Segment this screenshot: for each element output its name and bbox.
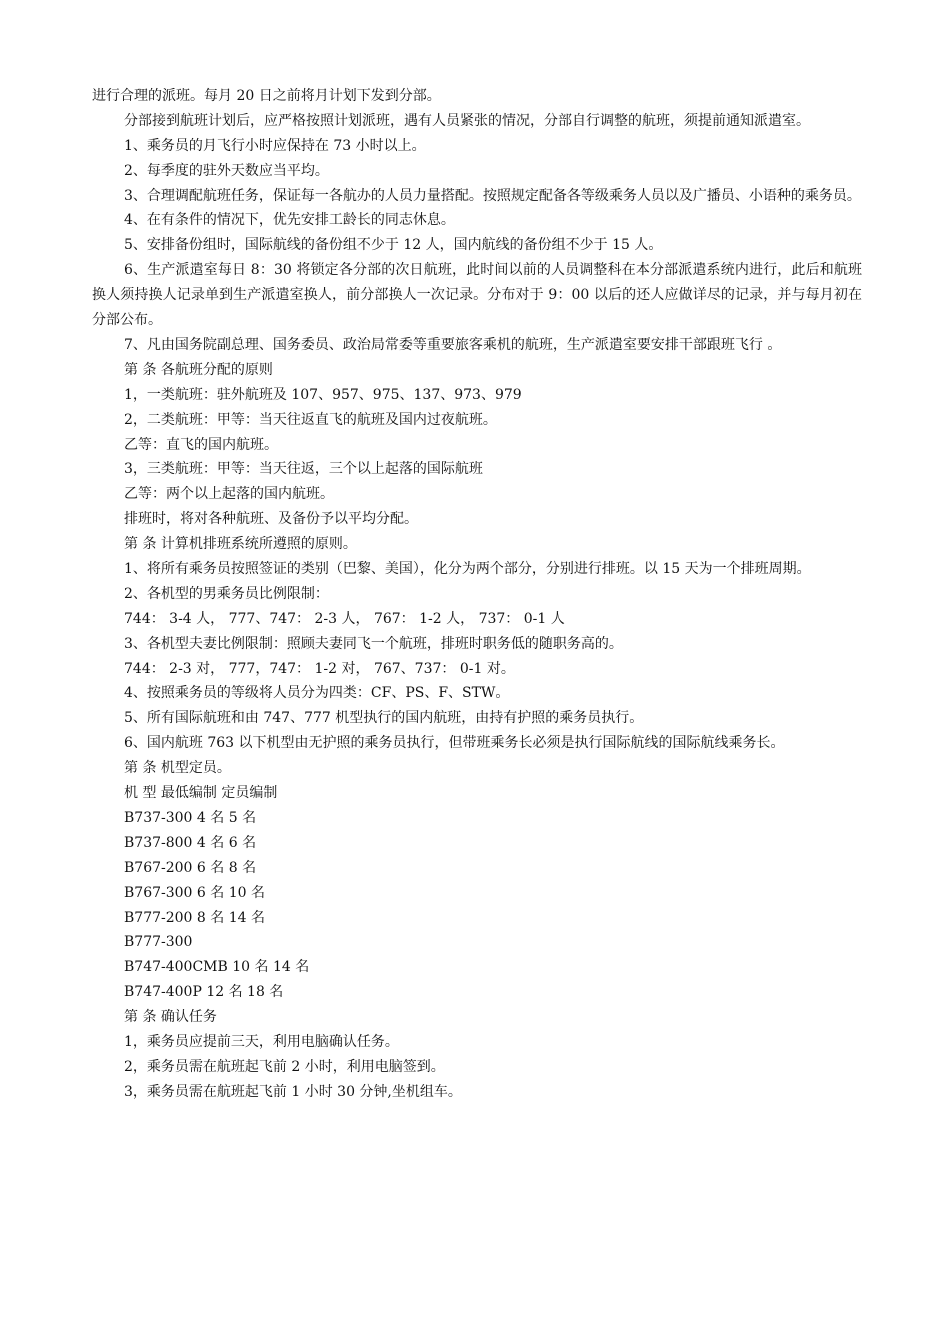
paragraph-20: 744： 3-4 人， 777、747： 2-3 人， 767： 1-2 人， 737： 0-1 人 bbox=[124, 610, 565, 627]
paragraph-4: 2、每季度的驻外天数应当平均。 bbox=[124, 162, 329, 179]
paragraph-39: 3，乘务员需在航班起飞前 1 小时 30 分钟,坐机组车。 bbox=[124, 1083, 462, 1100]
paragraph-38: 2，乘务员需在航班起飞前 2 小时，利用电脑签到。 bbox=[124, 1058, 445, 1075]
document-page bbox=[92, 84, 862, 1105]
paragraph-32: B777-200 8 名 14 名 bbox=[124, 909, 265, 926]
paragraph-17: 第 条 计算机排班系统所遵照的原则。 bbox=[124, 536, 357, 553]
paragraph-6: 4、在有条件的情况下，优先安排工龄长的同志休息。 bbox=[124, 212, 455, 229]
paragraph-16: 排班时，将对各种航班、及备份予以平均分配。 bbox=[124, 511, 418, 528]
paragraph-30: B767-200 6 名 8 名 bbox=[124, 859, 257, 876]
paragraph-19: 2、各机型的男乘务员比例限制： bbox=[124, 585, 329, 602]
paragraph-1: 进行合理的派班。每月 20 日之前将月计划下发到分部。 bbox=[92, 88, 441, 104]
paragraph-26: 第 条 机型定员。 bbox=[124, 760, 231, 777]
paragraph-8: 6、生产派遣室每日 8：30 将锁定各分部的次日航班，此时间以前的人员调整科在本分部派遣系统内进行，此后和航班换人须持换人记录单到生产派遣室换人，前分部换人一次记录。分布对于 9：00 以后的还人应做详尽的记录，并与每月初在分部公布。 bbox=[92, 262, 862, 329]
paragraph-15: 乙等：两个以上起落的国内航班。 bbox=[124, 486, 334, 503]
paragraph-24: 5、所有国际航班和由 747、777 机型执行的国内航班，由持有护照的乘务员执行。 bbox=[124, 710, 644, 727]
paragraph-10: 第 条 各航班分配的原则 bbox=[124, 361, 273, 378]
paragraph-21: 3、各机型夫妻比例限制：照顾夫妻同飞一个航班，排班时职务低的随职务高的。 bbox=[124, 635, 623, 652]
paragraph-34: B747-400CMB 10 名 14 名 bbox=[124, 959, 310, 976]
paragraph-11: 1，一类航班：驻外航班及 107、957、975、137、973、979 bbox=[124, 386, 522, 403]
paragraph-33: B777-300 bbox=[124, 934, 193, 951]
paragraph-35: B747-400P 12 名 18 名 bbox=[124, 984, 284, 1001]
paragraph-31: B767-300 6 名 10 名 bbox=[124, 884, 265, 901]
paragraph-12: 2，二类航班：甲等：当天往返直飞的航班及国内过夜航班。 bbox=[124, 411, 497, 428]
paragraph-13: 乙等：直飞的国内航班。 bbox=[124, 436, 278, 453]
paragraph-22: 744： 2-3 对， 777，747： 1-2 对， 767、737： 0-1 对。 bbox=[124, 660, 515, 677]
paragraph-29: B737-800 4 名 6 名 bbox=[124, 834, 257, 851]
paragraph-28: B737-300 4 名 5 名 bbox=[124, 809, 257, 826]
paragraph-3: 1、乘务员的月飞行小时应保持在 73 小时以上。 bbox=[124, 137, 426, 154]
paragraph-37: 1，乘务员应提前三天，利用电脑确认任务。 bbox=[124, 1033, 399, 1050]
paragraph-18: 1、将所有乘务员按照签证的类别（巴黎、美国），化分为两个部分，分别进行排班。以 15 天为一个排班周期。 bbox=[124, 561, 811, 578]
paragraph-14: 3，三类航班：甲等：当天往返，三个以上起落的国际航班 bbox=[124, 461, 483, 478]
paragraph-2: 分部接到航班计划后，应严格按照计划派班，遇有人员紧张的情况，分部自行调整的航班，须提前通知派遣室。 bbox=[124, 112, 810, 129]
paragraph-27: 机 型 最低编制 定员编制 bbox=[124, 785, 278, 802]
paragraph-25: 6、国内航班 763 以下机型由无护照的乘务员执行，但带班乘务长必须是执行国际航线的国际航线乘务长。 bbox=[124, 735, 785, 752]
paragraph-9: 7、凡由国务院副总理、国务委员、政治局常委等重要旅客乘机的航班，生产派遣室要安排干部跟班飞行 。 bbox=[124, 336, 782, 353]
paragraph-23: 4、按照乘务员的等级将人员分为四类：CF、PS、F、STW。 bbox=[124, 685, 510, 702]
paragraph-7: 5、安排备份组时，国际航线的备份组不少于 12 人，国内航线的备份组不少于 15 人。 bbox=[124, 237, 663, 254]
paragraph-5: 3、合理调配航班任务，保证每一各航办的人员力量搭配。按照规定配备各等级乘务人员以及广播员、小语种的乘务员。 bbox=[124, 187, 861, 204]
paragraph-36: 第 条 确认任务 bbox=[124, 1009, 217, 1026]
